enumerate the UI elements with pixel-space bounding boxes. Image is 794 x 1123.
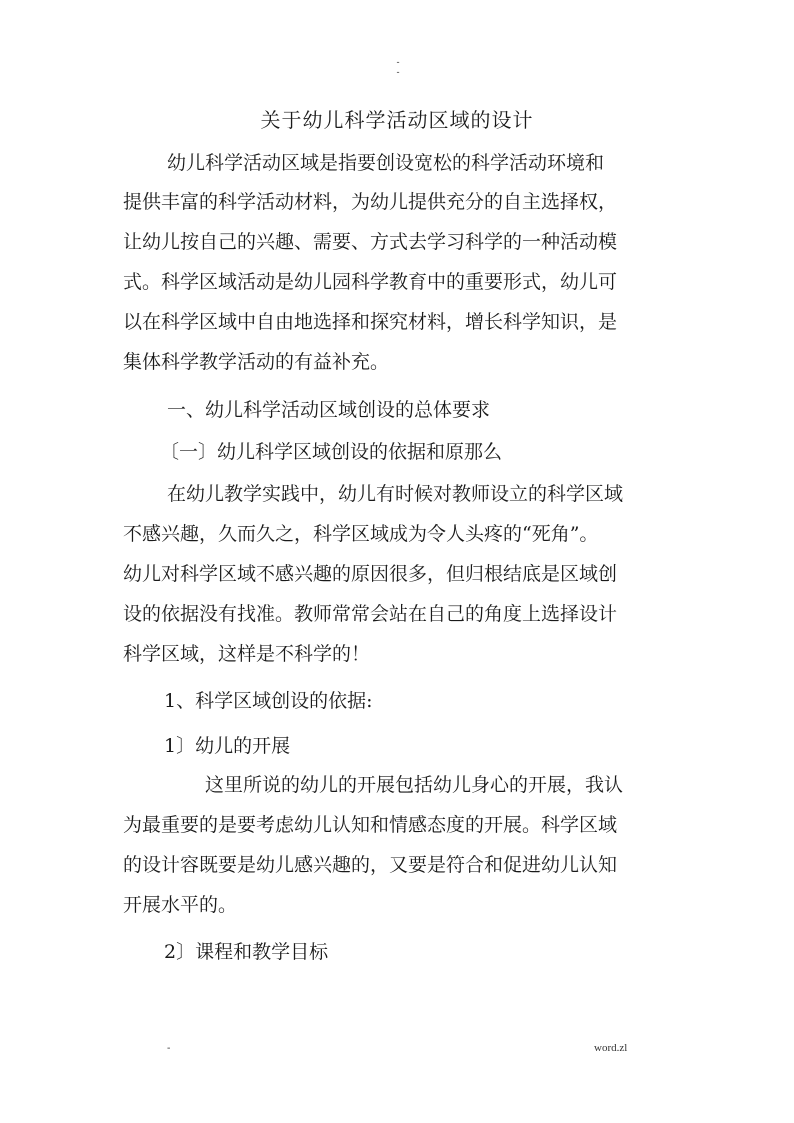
footer-text: word.zl [594,1042,628,1054]
paragraph-line: 的设计容既要是幼儿感兴趣的，又要是符合和促进幼儿认知 [123,854,618,876]
paragraph-line: 幼儿科学活动区域是指要创设宽松的科学活动环境和 [167,152,605,174]
paragraph-line: 提供丰富的科学活动材料，为幼儿提供充分的自主选择权， [123,191,618,213]
paragraph-line: 集体科学教学活动的有益补充。 [123,351,390,373]
numbered-heading: 1、科学区域创设的依据: [164,690,373,712]
footer-mark: - [167,1043,171,1054]
paragraph-line: 让幼儿按自己的兴趣、需要、方式去学习科学的一种活动模 [123,231,618,253]
header-mark-top: - [396,58,400,68]
paragraph-line: 在幼儿教学实践中，幼儿有时候对教师设立的科学区域 [167,483,624,505]
paragraph-line: 开展水平的。 [123,894,238,916]
paragraph-line: 式。科学区域活动是幼儿园科学教育中的重要形式，幼儿可 [123,271,618,293]
paragraph-line: 以在科学区域中自由地选择和探究材料，增长科学知识，是 [123,311,618,333]
paragraph-line: 为最重要的是要考虑幼儿认知和情感态度的开展。科学区域 [123,814,618,836]
section-heading: 一、幼儿科学活动区域创设的总体要求 [167,399,491,421]
numbered-heading: 1〕幼儿的开展 [164,735,291,757]
paragraph-line: 幼儿对科学区域不感兴趣的原因很多，但归根结底是区域创 [123,563,618,585]
paragraph-line: 设的依据没有找准。教师常常会站在自己的角度上选择设计 [123,603,618,625]
paragraph-line: 这里所说的幼儿的开展包括幼儿身心的开展，我认 [205,774,624,796]
numbered-heading: 2〕课程和教学目标 [164,941,329,963]
subsection-heading: 〔一〕幼儿科学区域创设的依据和原那么 [160,441,503,463]
header-mark-bottom: - [396,68,400,78]
paragraph-line: 科学区域，这样是不科学的！ [123,643,371,665]
document-title: 关于幼儿科学活动区域的设计 [260,108,534,132]
paragraph-line: 不感兴趣，久而久之，科学区域成为令人头疼的“死角”。 [123,523,599,545]
header-mark [394,58,402,78]
